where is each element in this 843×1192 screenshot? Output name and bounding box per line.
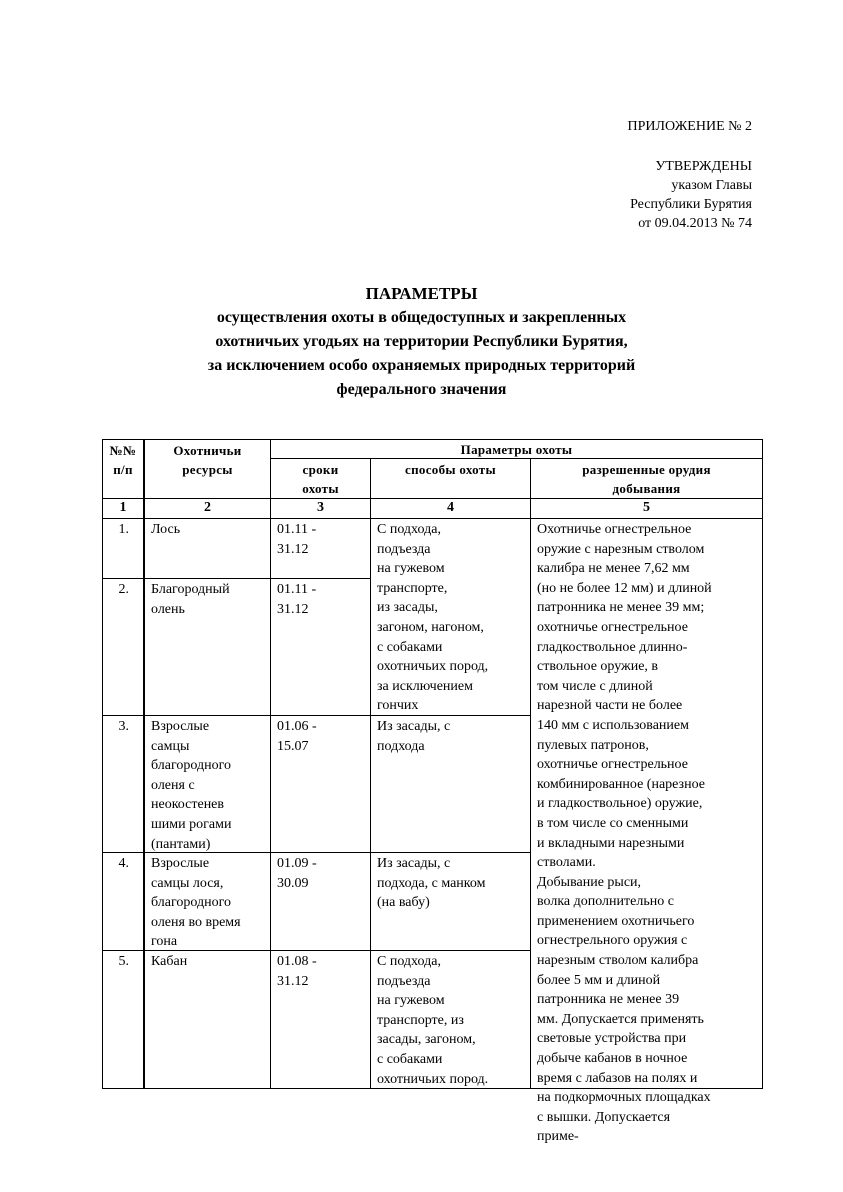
- rows-1-2-methods: С подхода, подъезда на гужевом транспорте, из засады, загоном, нагоном, с собаками охотничьих пород, за исключением гончих: [377, 522, 489, 714]
- column-number-4: 4: [447, 500, 454, 515]
- appendix-label: ПРИЛОЖЕНИЕ № 2: [627, 119, 752, 134]
- row-1-number: 1.: [118, 522, 129, 537]
- header-methods: способы охоты: [405, 462, 496, 477]
- approved-label: УТВЕРЖДЕНЫ: [655, 159, 752, 174]
- row-5-term: 01.08 - 31.12: [277, 954, 317, 989]
- row-1-resource: Лось: [151, 522, 181, 537]
- row-5-resource: Кабан: [151, 954, 188, 969]
- row-2-number: 2.: [118, 582, 129, 597]
- row-1-term: 01.11 - 31.12: [277, 522, 317, 557]
- header-resources: Охотничьи ресурсы: [173, 443, 242, 477]
- subtitle-line-3: за исключением особо охраняемых природных территорий: [207, 357, 636, 374]
- row-5-number: 5.: [118, 954, 129, 969]
- header-tools: разрешенные орудия добывания: [582, 462, 711, 496]
- row-2-resource: Благородный олень: [151, 582, 230, 617]
- header-hunting-params: Параметры охоты: [460, 442, 573, 457]
- row-4-term: 01.09 - 30.09: [277, 856, 317, 891]
- row-3-methods: Из засады, с подхода: [377, 719, 451, 754]
- decree-label: указом Главы: [671, 178, 752, 193]
- header-terms: сроки охоты: [302, 462, 339, 496]
- column-number-3: 3: [317, 500, 324, 515]
- row-3-number: 3.: [118, 719, 129, 734]
- subtitle-line-2: охотничьих угодьях на территории Республики Бурятия,: [215, 333, 628, 350]
- subtitle-line-1: осуществления охоты в общедоступных и закрепленных: [216, 309, 627, 326]
- row-4-number: 4.: [118, 856, 129, 871]
- row-2-term: 01.11 - 31.12: [277, 582, 317, 617]
- column-number-1: 1: [119, 500, 127, 515]
- tools-description: Охотничье огнестрельное оружие с нарезным стволом калибра не менее 7,62 мм (но не более 12 мм) и длиной патронника не менее 39 мм; охотничье огнестрельное гладкоствольное длинно- ствольное оружие, в том числе с длиной нарезной части не более 140 мм с использованием пулевых патронов, охотничье огнестрельное комбинированное (нарезное и гладкоствольное) оружие, в том числе со сменными и вкладными нарезными стволами. Добывание рыси, волка дополнительно с применением охотничьего огнестрельного оружия с нарезным стволом калибра более 5 мм и длиной патронника не менее 39 мм. Допускается применять световые устройства при добыче кабанов в ночное время с лабазов на полях и на подкормочных площадках с вышки. Допускается приме-: [537, 522, 712, 1145]
- row-5-methods: С подхода, подъезда на гужевом транспорте, из засады, загоном, с собаками охотничьих пород.: [377, 954, 489, 1087]
- subtitle-line-4: федерального значения: [336, 381, 507, 398]
- column-number-2: 2: [204, 500, 211, 515]
- decree-date: от 09.04.2013 № 74: [638, 216, 752, 231]
- row-3-term: 01.06 - 15.07: [277, 719, 317, 754]
- row-4-methods: Из засады, с подхода, с манком (на вабу): [377, 856, 486, 911]
- column-number-5: 5: [643, 500, 650, 515]
- header-number: №№ п/п: [109, 443, 137, 477]
- republic-label: Республики Бурятия: [630, 197, 752, 212]
- approval-block: [630, 157, 752, 233]
- row-4-resource: Взрослые самцы лося, благородного оленя во время гона: [151, 856, 241, 950]
- document-title: ПАРАМЕТРЫ: [365, 284, 478, 303]
- row-3-resource: Взрослые самцы благородного оленя с неокостенев шими рогами (пантами): [151, 719, 232, 852]
